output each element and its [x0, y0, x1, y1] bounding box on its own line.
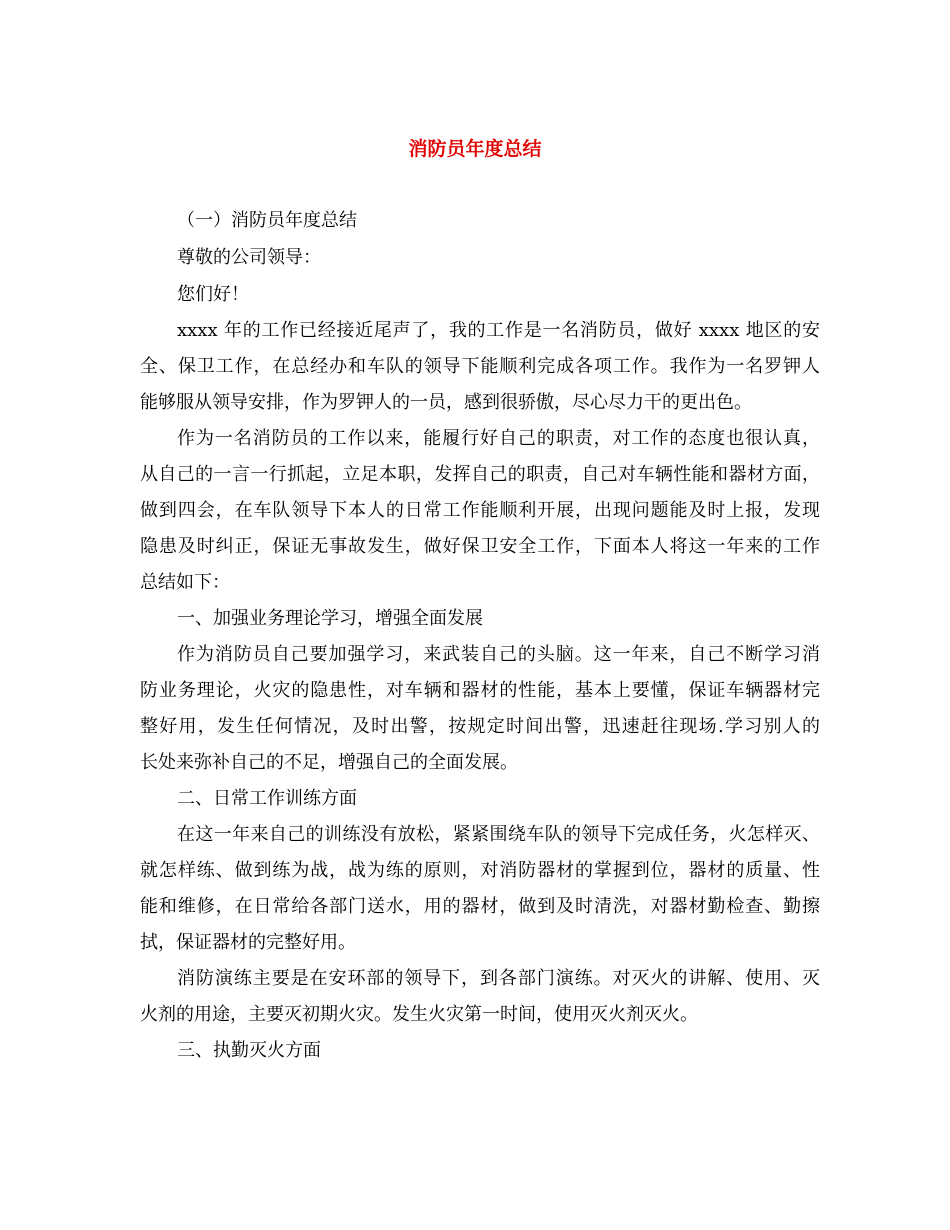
paragraph-line: 做到四会，在车队领导下本人的日常工作能顺利开展，出现问题能及时上报，发现	[140, 500, 820, 521]
section-heading: 三、执勤灭火方面	[177, 1040, 321, 1061]
section-heading: 一、加强业务理论学习，增强全面发展	[177, 608, 483, 629]
salutation: 尊敬的公司领导：	[177, 247, 321, 268]
paragraph-line: 就怎样练、做到练为战，战为练的原则，对消防器材的掌握到位，器材的质量、性	[140, 860, 820, 881]
paragraph-line: 在这一年来自己的训练没有放松，紧紧围绕车队的领导下完成任务，火怎样灭、	[177, 824, 820, 845]
paragraph-line: 作为消防员自己要加强学习，来武装自己的头脑。这一年来，自己不断学习消	[177, 644, 820, 665]
paragraph-line: 总结如下：	[140, 572, 230, 593]
paragraph-line: 整好用，发生任何情况，及时出警，按规定时间出警，迅速赶往现场.学习别人的	[140, 716, 820, 737]
paragraph-line: 从自己的一言一行抓起，立足本职，发挥自己的职责，自己对车辆性能和器材方面，	[140, 464, 820, 485]
paragraph-line: 能够服从领导安排，作为罗钾人的一员，感到很骄傲，尽心尽力干的更出色。	[140, 392, 752, 413]
section-heading: （一）消防员年度总结	[177, 210, 357, 231]
paragraph-line: 全、保卫工作，在总经办和车队的领导下能顺利完成各项工作。我作为一名罗钾人	[140, 356, 820, 377]
paragraph-line: 消防演练主要是在安环部的领导下，到各部门演练。对灭火的讲解、使用、灭	[177, 968, 820, 989]
paragraph-line: 火剂的用途，主要灭初期火灾。发生火灾第一时间，使用灭火剂灭火。	[140, 1004, 698, 1025]
section-heading: 二、日常工作训练方面	[177, 788, 357, 809]
paragraph-line: xxxx 年的工作已经接近尾声了，我的工作是一名消防员，做好 xxxx 地区的安	[177, 320, 820, 341]
document-title: 消防员年度总结	[408, 138, 542, 160]
paragraph-line: 长处来弥补自己的不足，增强自己的全面发展。	[140, 752, 518, 773]
paragraph-line: 作为一名消防员的工作以来，能履行好自己的职责，对工作的态度也很认真，	[177, 428, 820, 449]
greeting: 您们好！	[177, 284, 249, 305]
paragraph-line: 防业务理论，火灾的隐患性，对车辆和器材的性能，基本上要懂，保证车辆器材完	[140, 680, 820, 701]
paragraph-line: 能和维修，在日常给各部门送水，用的器材，做到及时清洗，对器材勤检查、勤擦	[140, 896, 820, 917]
paragraph-line: 隐患及时纠正，保证无事故发生，做好保卫安全工作，下面本人将这一年来的工作	[140, 536, 820, 557]
paragraph-line: 拭，保证器材的完整好用。	[140, 932, 356, 953]
